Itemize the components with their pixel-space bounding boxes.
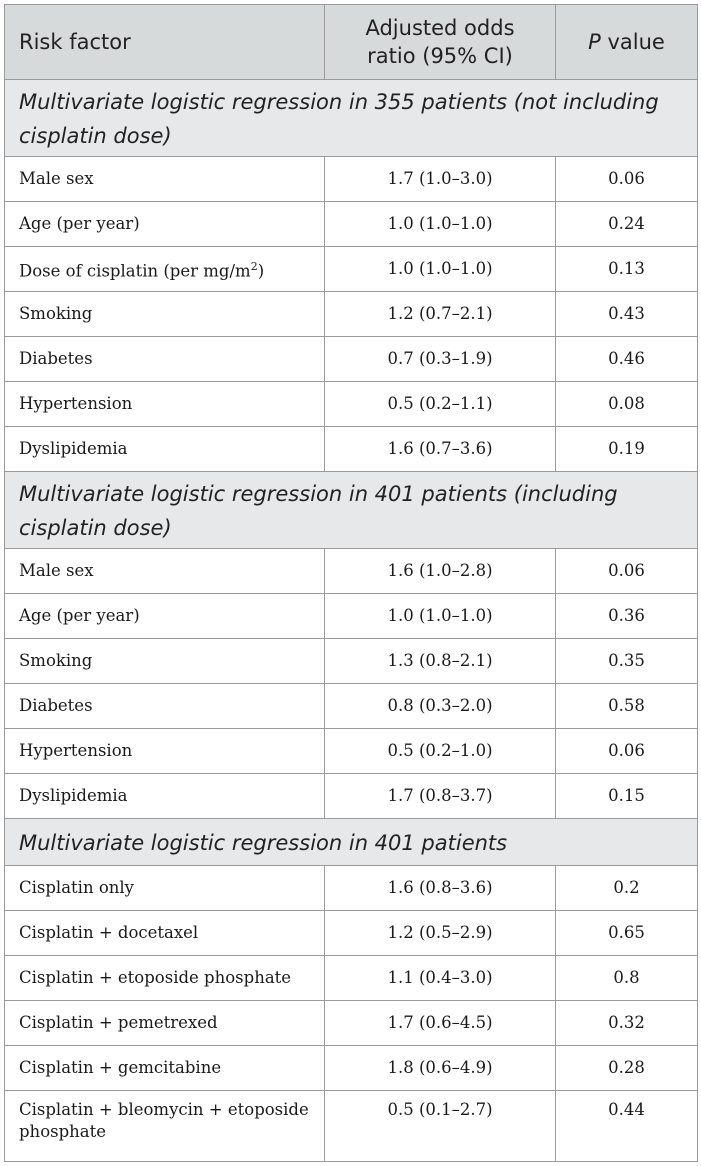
p-value-cell: 0.06	[556, 157, 698, 202]
p-value-cell: 0.24	[556, 202, 698, 247]
header-p-italic: P	[588, 30, 601, 54]
p-value-cell: 0.06	[556, 549, 698, 594]
odds-ratio-cell: 1.2 (0.7–2.1)	[325, 292, 556, 337]
header-odds-ratio	[325, 5, 556, 80]
p-value-cell: 0.28	[556, 1046, 698, 1091]
odds-ratio-cell: 0.5 (0.1–2.7)	[325, 1091, 556, 1162]
table-row	[5, 639, 698, 684]
p-value-cell: 0.32	[556, 1001, 698, 1046]
table-row	[5, 337, 698, 382]
risk-factor-table	[4, 4, 698, 1162]
odds-ratio-cell: 1.6 (1.0–2.8)	[325, 549, 556, 594]
header-p-rest: value	[600, 30, 665, 54]
table-row	[5, 1001, 698, 1046]
header-p-value	[556, 5, 698, 80]
risk-factor-text: Cisplatin + gemcitabine	[19, 1058, 222, 1077]
unit-superscript: 2	[250, 259, 258, 273]
risk-factor-text: Male sex	[19, 561, 94, 580]
p-value-cell: 0.43	[556, 292, 698, 337]
table-row	[5, 866, 698, 911]
risk-factor-tail: )	[257, 261, 265, 281]
risk-factor-text: Age (per year)	[19, 214, 140, 233]
section-header-row	[5, 80, 698, 157]
header-risk-factor: Risk factor	[5, 5, 325, 80]
risk-factor-text: Cisplatin + etoposide phosphate	[19, 968, 292, 987]
odds-ratio-cell: 1.0 (1.0–1.0)	[325, 594, 556, 639]
risk-factor-text: Diabetes	[19, 349, 93, 368]
table-row	[5, 549, 698, 594]
odds-ratio-cell: 0.5 (0.2–1.1)	[325, 382, 556, 427]
risk-factor-cell	[5, 427, 325, 472]
table-row	[5, 382, 698, 427]
risk-factor-text: Diabetes	[19, 696, 93, 715]
risk-factor-cell	[5, 1091, 325, 1162]
risk-factor-text: Hypertension	[19, 394, 133, 413]
risk-factor-text: Dose of cisplatin (per mg/m	[19, 261, 251, 281]
risk-factor-text: Smoking	[19, 304, 93, 323]
risk-factor-text: Cisplatin + pemetrexed	[19, 1013, 218, 1032]
risk-factor-cell	[5, 1001, 325, 1046]
p-value-cell: 0.2	[556, 866, 698, 911]
risk-factor-cell	[5, 911, 325, 956]
risk-factor-cell	[5, 774, 325, 819]
odds-ratio-cell: 1.7 (1.0–3.0)	[325, 157, 556, 202]
p-value-cell: 0.46	[556, 337, 698, 382]
section-title: Multivariate logistic regression in 401 patients (including cisplatin dose)	[5, 472, 698, 549]
odds-ratio-cell: 1.7 (0.6–4.5)	[325, 1001, 556, 1046]
odds-ratio-cell: 1.0 (1.0–1.0)	[325, 202, 556, 247]
odds-ratio-cell: 0.5 (0.2–1.0)	[325, 729, 556, 774]
p-value-cell: 0.19	[556, 427, 698, 472]
header-odds-line1: Adjusted odds	[365, 16, 515, 40]
risk-factor-cell	[5, 202, 325, 247]
risk-factor-cell	[5, 1046, 325, 1091]
table-row	[5, 729, 698, 774]
risk-factor-cell	[5, 639, 325, 684]
odds-ratio-cell: 0.8 (0.3–2.0)	[325, 684, 556, 729]
odds-ratio-cell: 1.6 (0.8–3.6)	[325, 866, 556, 911]
p-value-cell: 0.65	[556, 911, 698, 956]
p-value-cell: 0.36	[556, 594, 698, 639]
table-row	[5, 292, 698, 337]
table-row	[5, 247, 698, 292]
p-value-cell: 0.44	[556, 1091, 698, 1162]
risk-factor-cell	[5, 549, 325, 594]
odds-ratio-cell: 1.7 (0.8–3.7)	[325, 774, 556, 819]
risk-factor-cell	[5, 382, 325, 427]
table-row	[5, 202, 698, 247]
risk-factor-text: Dyslipidemia	[19, 439, 128, 458]
risk-factor-text: Dyslipidemia	[19, 786, 128, 805]
odds-ratio-cell: 1.8 (0.6–4.9)	[325, 1046, 556, 1091]
risk-factor-text: Smoking	[19, 651, 93, 670]
p-value-cell: 0.08	[556, 382, 698, 427]
p-value-cell: 0.58	[556, 684, 698, 729]
risk-factor-text: Cisplatin + bleomycin + etoposide phosphate	[19, 1100, 309, 1141]
odds-ratio-cell: 1.6 (0.7–3.6)	[325, 427, 556, 472]
odds-ratio-cell: 1.3 (0.8–2.1)	[325, 639, 556, 684]
risk-factor-text: Cisplatin + docetaxel	[19, 923, 199, 942]
table-row	[5, 684, 698, 729]
odds-ratio-cell: 1.0 (1.0–1.0)	[325, 247, 556, 292]
p-value-cell: 0.15	[556, 774, 698, 819]
risk-factor-cell	[5, 157, 325, 202]
section-title: Multivariate logistic regression in 355 patients (not including cisplatin dose)	[5, 80, 698, 157]
table-row	[5, 1046, 698, 1091]
risk-factor-text: Cisplatin only	[19, 878, 134, 897]
section-header-row	[5, 472, 698, 549]
table-header-row	[5, 5, 698, 80]
table-row	[5, 774, 698, 819]
risk-factor-text: Male sex	[19, 169, 94, 188]
risk-factor-cell	[5, 247, 325, 292]
risk-factor-cell	[5, 292, 325, 337]
table-row	[5, 594, 698, 639]
risk-factor-cell	[5, 866, 325, 911]
table-row	[5, 427, 698, 472]
odds-ratio-cell: 1.1 (0.4–3.0)	[325, 956, 556, 1001]
p-value-cell: 0.8	[556, 956, 698, 1001]
odds-ratio-cell: 1.2 (0.5–2.9)	[325, 911, 556, 956]
table-body	[5, 80, 698, 1162]
p-value-cell: 0.13	[556, 247, 698, 292]
table-row	[5, 1091, 698, 1162]
risk-factor-cell	[5, 956, 325, 1001]
table-row	[5, 956, 698, 1001]
risk-factor-text: Hypertension	[19, 741, 133, 760]
risk-factor-text: Age (per year)	[19, 606, 140, 625]
header-odds-line2: ratio (95% CI)	[367, 44, 513, 68]
section-header-row	[5, 819, 698, 866]
risk-factor-cell	[5, 684, 325, 729]
risk-factor-cell	[5, 337, 325, 382]
section-title: Multivariate logistic regression in 401 patients	[5, 819, 698, 866]
odds-ratio-cell: 0.7 (0.3–1.9)	[325, 337, 556, 382]
risk-factor-cell	[5, 594, 325, 639]
p-value-cell: 0.06	[556, 729, 698, 774]
table-row	[5, 157, 698, 202]
risk-factor-cell	[5, 729, 325, 774]
p-value-cell: 0.35	[556, 639, 698, 684]
table-row	[5, 911, 698, 956]
